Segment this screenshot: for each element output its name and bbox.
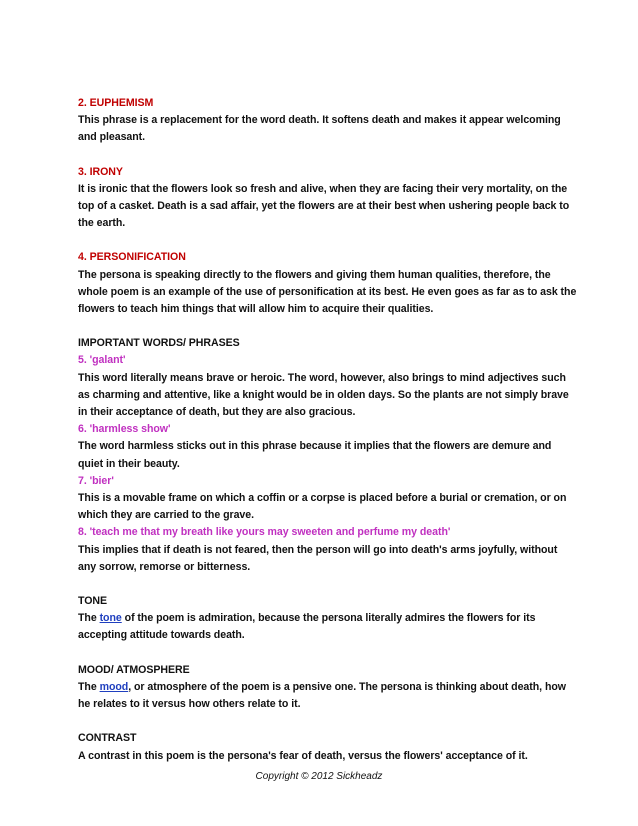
heading-euphemism: 2. EUPHEMISM — [78, 97, 154, 109]
heading-tone: TONE — [78, 595, 108, 608]
mood-post: , or atmosphere of the poem is a pensive one. The persona is thinking about death, how he relates to it versus how others relate to it. — [78, 680, 566, 711]
heading-personification: 4. PERSONIFICATION — [78, 251, 186, 264]
text-galant: This word literally means brave or heroic. The word, however, also brings to mind adjectives such as charming and attentive, like a knight would be in olden days. So the plants are not simply brave in their acceptance of death, but they are also gracious. — [78, 371, 569, 419]
section-euphemism — [78, 95, 578, 147]
section-mood — [78, 662, 578, 714]
section-important-words — [78, 335, 578, 576]
text-harmless-show: The word harmless sticks out in this phrase because it implies that the flowers are demure and quiet in their beauty. — [78, 440, 552, 470]
label-teach-me: 8. 'teach me that my breath like yours may sweeten and perfume my death' — [78, 526, 451, 539]
tone-pre: The — [78, 612, 100, 625]
section-tone — [78, 593, 578, 645]
tone-link[interactable]: tone — [99, 612, 122, 625]
label-bier: 7. 'bier' — [78, 474, 114, 487]
text-tone — [78, 610, 578, 644]
section-irony — [78, 164, 578, 233]
label-harmless-show: 6. 'harmless show' — [78, 423, 171, 436]
label-galant: 5. 'galant' — [78, 354, 126, 367]
text-irony: It is ironic that the flowers look so fresh and alive, when they are facing their very mortality, on the top of a casket. Death is a sad affair, yet the flowers are at their best when ushering people back to the earth. — [78, 182, 570, 230]
mood-link[interactable]: mood — [99, 680, 129, 693]
text-euphemism: This phrase is a replacement for the word death. It softens death and makes it appear welcoming and pleasant. — [78, 114, 561, 144]
text-personification: The persona is speaking directly to the flowers and giving them human qualities, therefore, the whole poem is an example of the use of personification at its best. He even goes as far as to ask the flowers to teach him things that will allow him to acquire their qualities. — [78, 268, 577, 316]
text-mood — [78, 679, 578, 713]
heading-contrast: CONTRAST — [78, 732, 137, 745]
copyright-footer: Copyright © 2012 Sickheadz — [255, 771, 383, 782]
document-body — [78, 95, 578, 782]
heading-mood: MOOD/ ATMOSPHERE — [78, 663, 190, 676]
text-contrast: A contrast in this poem is the persona's fear of death, versus the flowers' acceptance of it. — [78, 749, 528, 762]
section-contrast — [78, 730, 578, 764]
mood-pre: The — [78, 680, 100, 693]
text-bier: This is a movable frame on which a coffin or a corpse is placed before a burial or cremation, or on which they are carried to the grave. — [78, 492, 567, 522]
heading-important-words: IMPORTANT WORDS/ PHRASES — [78, 337, 240, 350]
heading-irony: 3. IRONY — [78, 165, 123, 178]
section-personification — [78, 249, 578, 318]
tone-post: of the poem is admiration, because the persona literally admires the flowers for its accepting attitude towards death. — [78, 612, 536, 642]
text-teach-me: This implies that if death is not feared, then the person will go into death's arms joyfully, without any sorrow, remorse or bitterness. — [78, 543, 558, 573]
